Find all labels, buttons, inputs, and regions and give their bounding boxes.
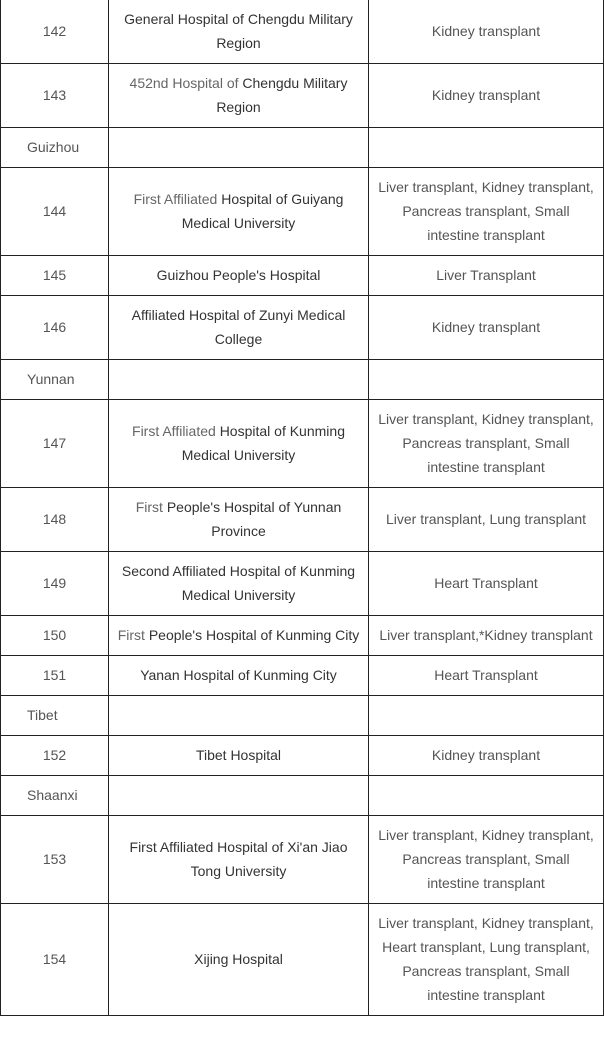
- hospital-name-main: Yanan Hospital of Kunming City: [140, 667, 337, 683]
- hospital-name-prefix: First Affiliated: [132, 423, 220, 439]
- region-name: Yunnan: [1, 360, 109, 400]
- transplant-types: Kidney transplant: [369, 296, 604, 360]
- transplant-types: Liver transplant, Kidney transplant, Pancreas transplant, Small intestine transplant: [369, 168, 604, 256]
- hospital-number: 153: [1, 816, 109, 904]
- region-row: [1, 360, 604, 400]
- hospital-name-main: Xijing Hospital: [194, 951, 283, 967]
- hospital-name-prefix: 452nd Hospital of: [129, 75, 243, 91]
- empty-cell: [369, 360, 604, 400]
- hospital-name: [109, 552, 369, 616]
- hospital-name: [109, 0, 369, 64]
- hospital-name: [109, 656, 369, 696]
- hospital-name-main: Second Affiliated Hospital of Kunming Medical University: [121, 563, 356, 603]
- hospital-number: 154: [1, 904, 109, 1016]
- hospital-name-main: Hospital of Kunming Medical University: [181, 423, 345, 463]
- hospital-row: [1, 736, 604, 776]
- hospital-row: [1, 64, 604, 128]
- hospital-name-main: Affiliated Hospital of Zunyi Medical College: [131, 307, 346, 347]
- hospital-name: [109, 816, 369, 904]
- hospital-name: [109, 256, 369, 296]
- hospital-row: [1, 816, 604, 904]
- hospital-row: [1, 488, 604, 552]
- hospital-name: [109, 904, 369, 1016]
- hospital-number: 149: [1, 552, 109, 616]
- hospital-number: 145: [1, 256, 109, 296]
- hospital-number: 144: [1, 168, 109, 256]
- transplant-types: Liver transplant, Kidney transplant, Pancreas transplant, Small intestine transplant: [369, 816, 604, 904]
- hospital-row: [1, 616, 604, 656]
- transplant-types: Liver transplant,*Kidney transplant: [369, 616, 604, 656]
- region-name: Shaanxi: [1, 776, 109, 816]
- hospital-number: 150: [1, 616, 109, 656]
- empty-cell: [109, 360, 369, 400]
- hospital-name: [109, 64, 369, 128]
- hospital-name-prefix: First: [117, 627, 149, 643]
- hospital-number: 147: [1, 400, 109, 488]
- transplant-types: Liver transplant, Kidney transplant, Heart transplant, Lung transplant, Pancreas transplant, Small intestine transplant: [369, 904, 604, 1016]
- region-row: [1, 696, 604, 736]
- hospital-name-prefix: First: [135, 499, 167, 515]
- hospital-row: [1, 400, 604, 488]
- hospital-row: [1, 256, 604, 296]
- empty-cell: [369, 696, 604, 736]
- transplant-types: Kidney transplant: [369, 0, 604, 64]
- transplant-types: Heart Transplant: [369, 552, 604, 616]
- region-row: [1, 128, 604, 168]
- region-name: Tibet: [1, 696, 109, 736]
- hospital-name: [109, 616, 369, 656]
- hospital-row: [1, 656, 604, 696]
- transplant-types: Liver transplant, Kidney transplant, Pancreas transplant, Small intestine transplant: [369, 400, 604, 488]
- hospital-name-main: Guizhou People's Hospital: [156, 267, 321, 283]
- transplant-types: Kidney transplant: [369, 64, 604, 128]
- hospital-row: [1, 904, 604, 1016]
- transplant-types: Kidney transplant: [369, 736, 604, 776]
- empty-cell: [369, 128, 604, 168]
- hospital-name-main: People's Hospital of Kunming City: [148, 627, 360, 643]
- hospital-number: 143: [1, 64, 109, 128]
- region-row: [1, 776, 604, 816]
- empty-cell: [109, 128, 369, 168]
- hospital-name-main: Tibet Hospital: [195, 747, 282, 763]
- hospital-number: 151: [1, 656, 109, 696]
- hospital-name-prefix: First Affiliated: [133, 191, 222, 207]
- hospital-row: [1, 0, 604, 64]
- hospital-name: [109, 736, 369, 776]
- hospital-row: [1, 296, 604, 360]
- transplant-types: Heart Transplant: [369, 656, 604, 696]
- hospital-name-main: General Hospital of Chengdu Military Region: [124, 11, 353, 51]
- region-name: Guizhou: [1, 128, 109, 168]
- empty-cell: [109, 776, 369, 816]
- hospital-number: 146: [1, 296, 109, 360]
- hospital-name: [109, 400, 369, 488]
- hospital-name: [109, 168, 369, 256]
- hospital-name-main: First Affiliated Hospital of Xi'an Jiao Tong University: [129, 839, 348, 879]
- hospital-name-main: Chengdu Military Region: [216, 75, 348, 115]
- empty-cell: [369, 776, 604, 816]
- hospital-number: 148: [1, 488, 109, 552]
- transplant-types: Liver Transplant: [369, 256, 604, 296]
- hospital-name: [109, 488, 369, 552]
- hospital-row: [1, 168, 604, 256]
- hospital-number: 142: [1, 0, 109, 64]
- hospital-row: [1, 552, 604, 616]
- hospital-name-main: Hospital of Guiyang Medical University: [181, 191, 344, 231]
- hospital-name-main: People's Hospital of Yunnan Province: [166, 499, 342, 539]
- transplant-types: Liver transplant, Lung transplant: [369, 488, 604, 552]
- hospital-number: 152: [1, 736, 109, 776]
- empty-cell: [109, 696, 369, 736]
- hospital-name: [109, 296, 369, 360]
